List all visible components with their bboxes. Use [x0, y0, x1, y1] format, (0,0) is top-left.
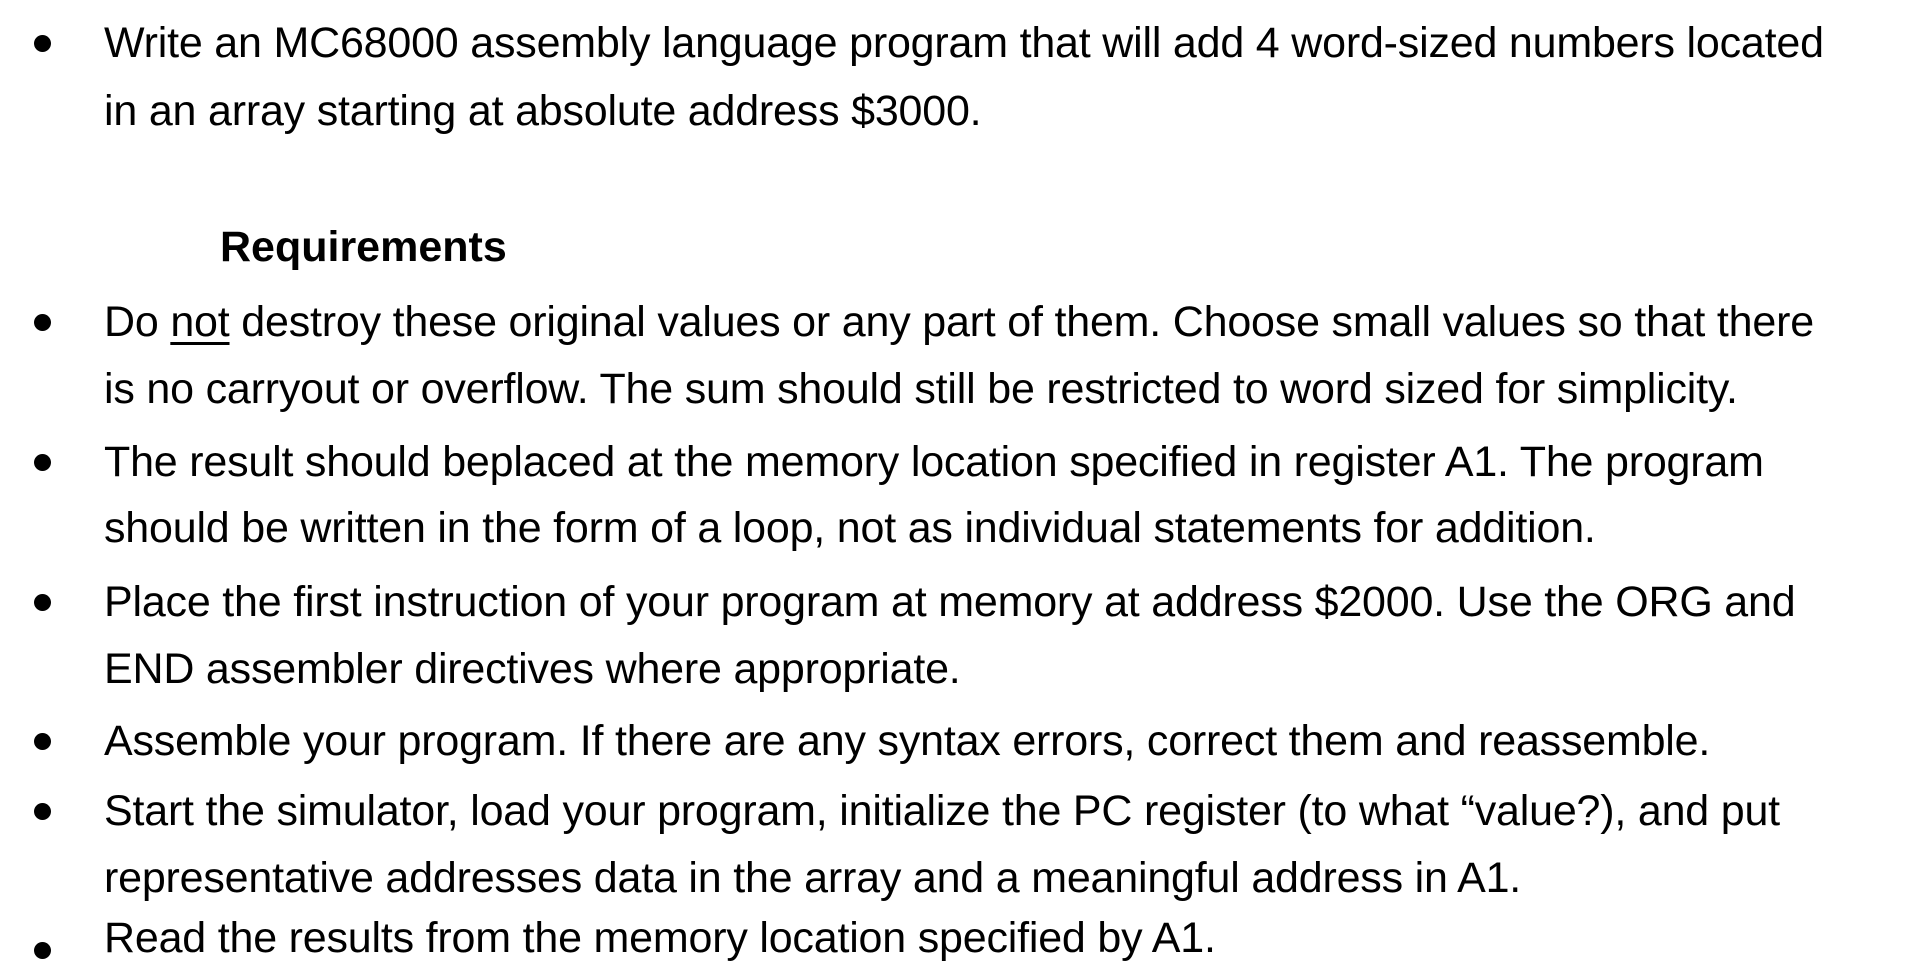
- requirement-line-1: [104, 297, 1814, 347]
- requirements-heading: Requirements: [220, 223, 507, 271]
- intro-line-1: Write an MC68000 assembly language program that will add 4 word-sized numbers located: [104, 19, 1824, 67]
- requirement-line-2: is no carryout or overflow. The sum should still be restricted to word sized for simplicity.: [104, 365, 1738, 413]
- requirement-line-1: The result should beplaced at the memory location specified in register A1. The program: [104, 438, 1764, 486]
- bullet-icon: [34, 733, 51, 750]
- requirement-text-underlined: not: [170, 298, 230, 346]
- bullet-icon: [34, 803, 51, 820]
- bullet-icon: [34, 454, 51, 471]
- requirement-line-1: Read the results from the memory location specified by A1.: [104, 914, 1216, 962]
- bullet-icon: [34, 314, 51, 331]
- requirement-line-2: END assembler directives where appropriate.: [104, 645, 961, 693]
- requirement-text-pre: Do: [104, 298, 171, 346]
- intro-line-2: in an array starting at absolute address $3000.: [104, 87, 982, 135]
- requirement-line-1: Assemble your program. If there are any syntax errors, correct them and reassemble.: [104, 717, 1711, 765]
- requirement-text-post: destroy these original values or any part of them. Choose small values so that there: [229, 298, 1814, 346]
- requirement-line-2: representative addresses data in the array and a meaningful address in A1.: [104, 854, 1522, 902]
- requirement-line-2: should be written in the form of a loop, not as individual statements for addition.: [104, 504, 1596, 552]
- bullet-icon: [34, 35, 51, 52]
- bullet-icon: [34, 594, 51, 611]
- requirement-line-1: Start the simulator, load your program, initialize the PC register (to what “value?), and put: [104, 787, 1780, 835]
- requirement-line-1: Place the first instruction of your program at memory at address $2000. Use the ORG and: [104, 578, 1796, 626]
- bullet-icon: [34, 942, 51, 959]
